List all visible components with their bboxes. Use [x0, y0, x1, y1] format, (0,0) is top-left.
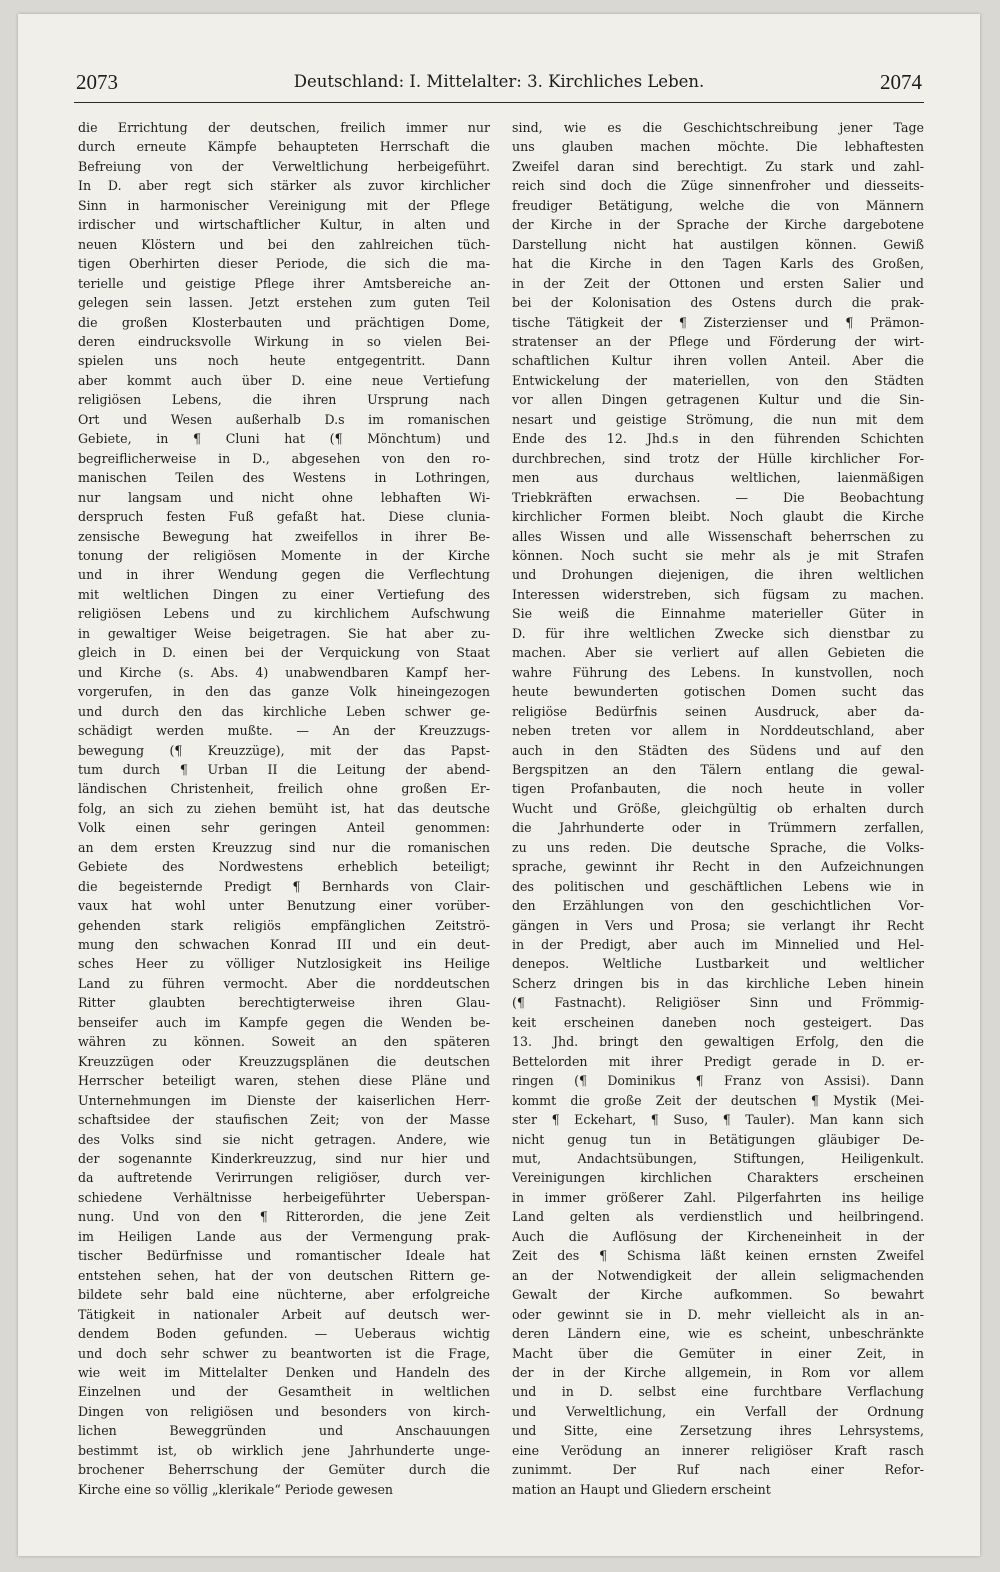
text-line: alles Wissen und alle Wissenschaft beherrschen zu	[512, 528, 924, 544]
text-line: da auftretende Verirrungen religiöser, durch ver-	[78, 1170, 490, 1186]
text-line: religiöse Bedürfnis seinen Ausdruck, aber da-	[512, 703, 924, 719]
text-line: Gebiete, in ¶ Cluni hat (¶ Mönchtum) und	[78, 431, 490, 447]
text-line: Gewalt der Kirche aufkommen. So bewahrt	[512, 1287, 924, 1303]
text-line: der sogenannte Kinderkreuzzug, sind nur hier und	[78, 1151, 490, 1167]
text-line: ländischen Christenheit, freilich ohne großen Er-	[78, 781, 490, 797]
text-line: in immer größerer Zahl. Pilgerfahrten ins heilige	[512, 1189, 924, 1205]
text-line: nung. Und von den ¶ Ritterorden, die jene Zeit	[78, 1209, 490, 1225]
text-line: Triebkräften erwachsen. — Die Beobachtung	[512, 489, 924, 505]
text-line: aber kommt auch über D. eine neue Vertiefung	[78, 372, 490, 388]
text-line: Zeit des ¶ Schisma läßt keinen ernsten Zweifel	[512, 1248, 924, 1264]
text-line: religiösen Lebens und zu kirchlichem Aufschwung	[78, 606, 490, 622]
text-line: kommt die große Zeit der deutschen ¶ Mystik (Mei-	[512, 1092, 924, 1108]
text-line: und Verweltlichung, ein Verfall der Ordnung	[512, 1403, 924, 1419]
text-line: Kreuzzügen oder Kreuzzugsplänen die deutschen	[78, 1053, 490, 1069]
text-line: können. Noch sucht sie mehr als je mit Strafen	[512, 547, 924, 563]
text-line: sprache, gewinnt ihr Recht in den Aufzeichnungen	[512, 859, 924, 875]
text-line: die großen Klosterbauten und prächtigen Dome,	[78, 314, 490, 330]
text-line: Darstellung nicht hat austilgen können. Gewiß	[512, 236, 924, 252]
text-line: Dingen von religiösen und besonders von kirch-	[78, 1403, 490, 1419]
text-line: manischen Teilen des Westens in Lothringen,	[78, 470, 490, 486]
text-line: In D. aber regt sich stärker als zuvor kirchlicher	[78, 178, 490, 194]
text-line: tische Tätigkeit der ¶ Zisterzienser und ¶ Prämon-	[512, 314, 924, 330]
text-line: benseifer auch im Kampfe gegen die Wenden be-	[78, 1014, 490, 1030]
text-line: neben treten vor allem in Norddeutschland, aber	[512, 723, 924, 739]
text-line: sches Heer zu völliger Nutzlosigkeit ins Heilige	[78, 956, 490, 972]
text-line: durch erneute Kämpfe behaupteten Herrschaft die	[78, 139, 490, 155]
text-line: schaftlichen Kultur ihren vollen Anteil. Aber die	[512, 353, 924, 369]
text-line: entstehen sehen, hat der von deutschen Rittern ge-	[78, 1267, 490, 1283]
text-line: an dem ersten Kreuzzug sind nur die romanischen	[78, 839, 490, 855]
text-line: ringen (¶ Dominikus ¶ Franz von Assisi). Dann	[512, 1073, 924, 1089]
text-line: mut, Andachtsübungen, Stiftungen, Heiligenkult.	[512, 1151, 924, 1167]
text-line: der Kirche in der Sprache der Kirche dargebotene	[512, 217, 924, 233]
text-line: tischer Bedürfnisse und romantischer Ideale hat	[78, 1248, 490, 1264]
text-line: Bettelorden mit ihrer Predigt gerade in D. er-	[512, 1053, 924, 1069]
text-line: wahre Führung des Lebens. In kunstvollen, noch	[512, 664, 924, 680]
text-line: Volk einen sehr geringen Anteil genommen:	[78, 820, 490, 836]
text-line: tigen Profanbauten, die noch heute in voller	[512, 781, 924, 797]
text-line: schädigt werden mußte. — An der Kreuzzugs-	[78, 723, 490, 739]
text-line: nesart und geistige Strömung, die nun mit dem	[512, 411, 924, 427]
text-line: terielle und geistige Pflege ihrer Amtsbereiche an-	[78, 275, 490, 291]
text-line: gelegen sein lassen. Jetzt erstehen zum guten Teil	[78, 295, 490, 311]
text-line: Wucht und Größe, gleichgültig ob erhalten durch	[512, 800, 924, 816]
text-line: Vereinigungen kirchlichen Charakters erscheinen	[512, 1170, 924, 1186]
text-line: Herrscher beteiligt waren, stehen diese Pläne und	[78, 1073, 490, 1089]
text-line: Ritter glaubten berechtigterweise ihren Glau-	[78, 995, 490, 1011]
text-line: tum durch ¶ Urban II die Leitung der abend-	[78, 761, 490, 777]
text-line: nur langsam und nicht ohne lebhaften Wi-	[78, 489, 490, 505]
text-line: und in D. selbst eine furchtbare Verflachung	[512, 1384, 924, 1400]
text-line: vorgerufen, in den das ganze Volk hineingezogen	[78, 684, 490, 700]
text-line: Bergspitzen an den Tälern entlang die gewal-	[512, 761, 924, 777]
text-line: D. für ihre weltlichen Zwecke sich dienstbar zu	[512, 625, 924, 641]
text-line: tonung der religiösen Momente in der Kirche	[78, 547, 490, 563]
text-line: Kirche eine so völlig „klerikale“ Periode gewesen	[78, 1481, 394, 1497]
text-line: stratenser an der Pflege und Förderung der wirt-	[512, 333, 924, 349]
text-line: freudiger Betätigung, welche die von Männern	[512, 197, 924, 213]
text-line: schiedene Verhältnisse herbeigeführter Ueberspan-	[78, 1189, 490, 1205]
text-line: wie weit im Mittelalter Denken und Handeln des	[78, 1365, 490, 1380]
text-line: die begeisternde Predigt ¶ Bernhards von Clair-	[78, 878, 490, 894]
text-line: und Drohungen diejenigen, die ihren weltlichen	[512, 567, 924, 583]
text-line: bewegung (¶ Kreuzzüge), mit der das Papst-	[78, 742, 490, 758]
text-line: machen. Aber sie verliert auf allen Gebieten die	[512, 645, 924, 661]
text-line: die Errichtung der deutschen, freilich immer nur	[78, 120, 490, 135]
text-line: und durch den das kirchliche Leben schwer ge-	[78, 703, 490, 719]
page-number-right: 2074	[880, 70, 922, 94]
page-sheet	[18, 14, 980, 1556]
text-line: gehenden stark religiös empfänglichen Zeitströ-	[78, 917, 490, 933]
text-line: irdischer und wirtschaftlicher Kultur, in alten und	[78, 217, 490, 233]
text-line: (¶ Fastnacht). Religiöser Sinn und Frömmig-	[512, 995, 924, 1011]
text-line: an der Notwendigkeit der allein seligmachenden	[512, 1267, 924, 1283]
text-line: und Kirche (s. Abs. 4) unabwendbaren Kampf her-	[78, 664, 490, 680]
text-line: 13. Jhd. bringt den gewaltigen Erfolg, den die	[512, 1034, 924, 1050]
text-line: heute bewunderten gotischen Domen sucht das	[512, 684, 924, 700]
text-line: nicht genug tun in Betätigungen gläubiger De-	[512, 1131, 924, 1147]
text-line: Land zu führen vermocht. Aber die norddeutschen	[78, 975, 490, 991]
text-line: sind, wie es die Geschichtschreibung jener Tage	[512, 120, 924, 135]
text-line: uns glauben machen möchte. Die lebhaftesten	[512, 139, 924, 155]
text-line: religiösen Lebens, die ihren Ursprung nach	[78, 392, 490, 408]
text-line: Scherz dringen bis in das kirchliche Leben hinein	[512, 975, 924, 991]
text-line: Auch die Auflösung der Kircheneinheit in der	[512, 1228, 924, 1244]
text-line: des Volks sind sie nicht getragen. Andere, wie	[78, 1131, 490, 1147]
text-line: reich sind doch die Züge sinnenfroher und diesseits-	[512, 178, 924, 194]
running-title: Deutschland: I. Mittelalter: 3. Kirchliches Leben.	[293, 72, 705, 91]
text-line: Befreiung von der Verweltlichung herbeigeführt.	[78, 158, 490, 174]
text-line: zunimmt. Der Ruf nach einer Refor-	[512, 1462, 924, 1478]
text-line: durchbrechen, sind trotz der Hülle kirchlicher For-	[512, 450, 924, 466]
text-line: Einzelnen und der Gesamtheit in weltlichen	[78, 1384, 490, 1400]
text-line: bildete sehr bald eine nüchterne, aber erfolgreiche	[78, 1287, 490, 1303]
text-line: des politischen und geschäftlichen Lebens wie in	[512, 878, 924, 894]
text-line: die Jahrhunderte oder in Trümmern zerfallen,	[512, 820, 924, 836]
text-line: vaux hat wohl unter Benutzung einer vorüber-	[78, 898, 490, 914]
text-line: Gebiete des Nordwestens erheblich beteiligt;	[78, 859, 490, 875]
text-line: vor allen Dingen getragenen Kultur und die Sin-	[512, 392, 924, 408]
text-line: hat die Kirche in den Tagen Karls des Großen,	[512, 256, 924, 272]
text-line: bestimmt ist, ob wirklich jene Jahrhunderte unge-	[78, 1442, 490, 1458]
text-line: Sinn in harmonischer Vereinigung mit der Pflege	[78, 197, 490, 213]
text-line: Zweifel daran sind berechtigt. Zu stark und zahl-	[512, 158, 924, 174]
text-line: keit erscheinen daneben noch gesteigert. Das	[512, 1014, 924, 1030]
text-line: in gewaltiger Weise beigetragen. Sie hat aber zu-	[78, 625, 490, 641]
text-line: Unternehmungen im Dienste der kaiserlichen Herr-	[78, 1092, 490, 1108]
text-line: Entwickelung der materiellen, von den Städten	[512, 372, 924, 388]
text-line: in der Predigt, aber auch im Minnelied und Hel-	[512, 937, 924, 953]
text-line: mation an Haupt und Gliedern erscheint	[512, 1481, 771, 1497]
text-line: mit weltlichen Dingen zu einer Vertiefung des	[78, 586, 490, 602]
text-line: dendem Boden gefunden. — Ueberaus wichtig	[78, 1326, 490, 1342]
text-line: men aus durchaus weltlichen, laienmäßigen	[512, 470, 924, 486]
text-line: im Heiligen Lande aus der Vermengung prak-	[78, 1228, 490, 1244]
text-line: zu uns reden. Die deutsche Sprache, die Volks-	[512, 839, 924, 855]
text-line: derspruch festen Fuß gefaßt hat. Diese clunia-	[78, 509, 490, 525]
text-line: auch in den Städten des Südens und auf den	[512, 742, 924, 758]
text-line: schaftsidee der staufischen Zeit; von der Masse	[78, 1112, 490, 1128]
text-line: deren Ländern eine, wie es scheint, unbeschränkte	[512, 1326, 924, 1342]
text-line: und in ihrer Wendung gegen die Verflechtung	[78, 567, 490, 583]
text-line: Sie weiß die Einnahme materieller Güter in	[512, 606, 924, 622]
text-line: spielen uns noch heute entgegentritt. Dann	[78, 353, 490, 369]
text-line: in der Zeit der Ottonen und ersten Salier und	[512, 275, 924, 291]
text-line: eine Verödung an innerer religiöser Kraft rasch	[512, 1442, 924, 1458]
text-line: Interessen widerstreben, sich fügsam zu machen.	[512, 586, 924, 602]
text-line: folg, an sich zu ziehen bemüht ist, hat das deutsche	[78, 800, 490, 816]
text-line: gleich in D. einen bei der Verquickung von Staat	[78, 645, 490, 661]
text-line: mung den schwachen Konrad III und ein deut-	[78, 937, 490, 953]
page-header	[74, 66, 924, 103]
text-line: denepos. Weltliche Lustbarkeit und weltlicher	[512, 956, 924, 972]
text-line: ster ¶ Eckehart, ¶ Suso, ¶ Tauler). Man kann sich	[512, 1112, 924, 1128]
text-line: bei der Kolonisation des Ostens durch die prak-	[512, 295, 924, 311]
text-line: und doch sehr schwer zu beantworten ist die Frage,	[78, 1345, 490, 1361]
text-line: kirchlicher Formen bleibt. Noch glaubt die Kirche	[512, 509, 924, 525]
text-line: gängen in Vers und Prosa; sie verlangt ihr Recht	[512, 917, 924, 933]
text-line: Tätigkeit in nationaler Arbeit auf deutsch wer-	[78, 1306, 490, 1322]
text-line: tigen Oberhirten dieser Periode, die sich die ma-	[78, 256, 490, 272]
page-number-left: 2073	[76, 70, 118, 94]
right-column	[512, 118, 924, 1499]
text-line: deren eindrucksvolle Wirkung in so vielen Bei-	[78, 333, 490, 349]
text-line: währen zu können. Soweit an den späteren	[78, 1034, 490, 1050]
text-line: der in der Kirche allgemein, in Rom vor allem	[512, 1365, 924, 1380]
text-line: oder gewinnt sie in D. mehr vielleicht als in an-	[512, 1306, 924, 1322]
text-line: begreiflicherweise in D., abgesehen von den ro-	[78, 450, 490, 466]
text-line: neuen Klöstern und bei den zahlreichen tüch-	[78, 236, 490, 252]
text-line: Ort und Wesen außerhalb D.s im romanischen	[78, 411, 490, 427]
text-line: Ende des 12. Jhd.s in den führenden Schichten	[512, 431, 924, 447]
text-line: lichen Beweggründen und Anschauungen	[78, 1423, 490, 1439]
text-line: und Sitte, eine Zersetzung ihres Lehrsystems,	[512, 1423, 924, 1439]
text-line: zensische Bewegung hat zweifellos in ihrer Be-	[78, 528, 490, 544]
text-line: Land gelten als verdienstlich und heilbringend.	[512, 1209, 924, 1225]
left-column	[78, 118, 490, 1499]
text-line: Macht über die Gemüter in einer Zeit, in	[512, 1345, 924, 1361]
text-line: brochener Beherrschung der Gemüter durch die	[78, 1462, 490, 1478]
text-line: den Erzählungen von den geschichtlichen Vor-	[512, 898, 924, 914]
